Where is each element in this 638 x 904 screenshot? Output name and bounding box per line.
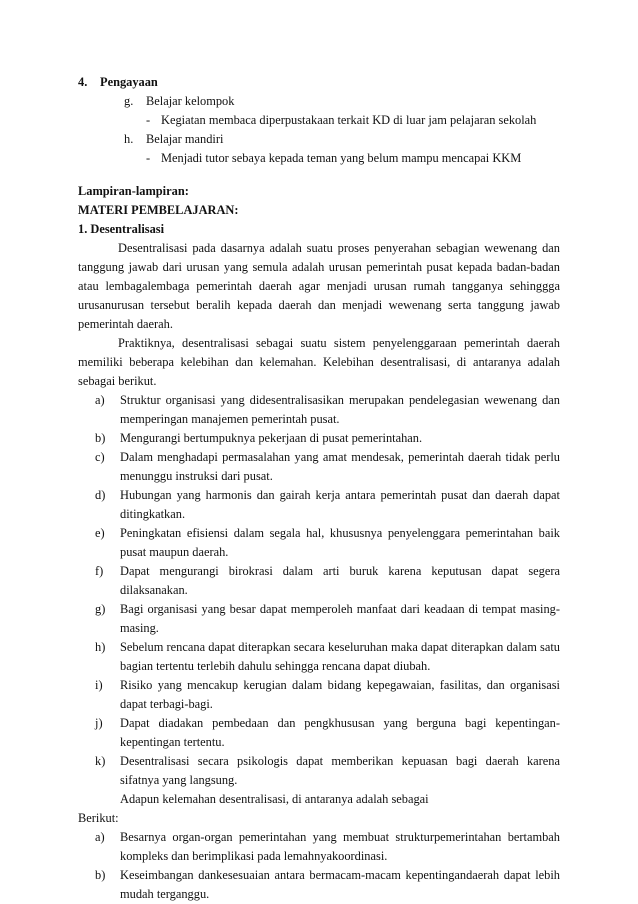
list-item: [95, 828, 560, 866]
list-text: Peningkatan efisiensi dalam segala hal, khususnya penyelenggara pemerintahan baik pusat maupun daerah.: [120, 526, 560, 559]
pengayaan-heading: [78, 73, 560, 92]
list-label: b): [95, 868, 106, 882]
list-text: Dalam menghadapi permasalahan yang amat mendesak, pemerintah daerah tidak perlu menunggu instruksi dari pusat.: [120, 450, 560, 483]
list-item: [95, 562, 560, 600]
pengayaan-number: 4.: [78, 75, 88, 89]
list-text: Sebelum rencana dapat diterapkan secara keseluruhan maka dapat diterapkan dalam satu bagian tertentu terlebih dahulu sehingga rencana dapat diubah.: [120, 640, 560, 673]
materi-heading: MATERI PEMBELAJARAN:: [78, 203, 239, 217]
list-item: [95, 752, 560, 790]
list-item: [95, 600, 560, 638]
paragraph-definisi: Desentralisasi pada dasarnya adalah suatu proses penyerahan sebagian wewenang dan tanggung jawab dari urusan yang semula adalah urusan pemerintah pusat kepada badan-badan atau lembagalembaga pemerintah daerah agar menjadi urusan rumah tangganya sehinggga urusanurusan tersebut beralih kepada daerah dan menjadi wewenang serta tanggung jawab pemerintah daerah.: [78, 241, 560, 331]
paragraph-praktik: Praktiknya, desentralisasi sebagai suatu sistem penyelenggaraan pemerintah daerah memiliki beberapa kelebihan dan kelemahan. Kelebihan desentralisasi, di antaranya adalah sebagai berikut.: [78, 336, 560, 388]
list-item: [95, 429, 560, 448]
list-text: Hubungan yang harmonis dan gairah kerja antara pemerintah pusat dan daerah dapat ditingkatkan.: [120, 488, 560, 521]
dash-marker: -: [146, 113, 151, 127]
lampiran-heading: Lampiran-lampiran:: [78, 184, 189, 198]
list-text: Keseimbangan dankesesuaian antara bermacam-macam kepentingandaerah dapat lebih mudah terganggu.: [120, 868, 560, 901]
kelemahan-intro: Adapun kelemahan desentralisasi, di antaranya adalah sebagai: [120, 792, 429, 806]
list-item: [95, 866, 560, 904]
kelebihan-list: [78, 391, 560, 790]
list-text: Bagi organisasi yang besar dapat memperoleh manfaat dari keadaan di tempat masing-masing.: [120, 602, 560, 635]
list-item: [95, 714, 560, 752]
list-label: a): [95, 393, 105, 407]
pengayaan-title: Pengayaan: [100, 75, 158, 89]
list-text: Risiko yang mencakup kerugian dalam bidang kepegawaian, fasilitas, dan organisasi dapat terbagi-bagi.: [120, 678, 560, 711]
berikut-label: Berikut:: [78, 811, 119, 825]
list-label: i): [95, 678, 103, 692]
pengayaan-item-g-detail: [146, 111, 560, 130]
list-text: Dapat diadakan pembedaan dan pengkhususan yang berguna bagi kepentingan-kepentingan tertentu.: [120, 716, 560, 749]
list-label: d): [95, 488, 106, 502]
list-text: Belajar mandiri: [146, 132, 224, 146]
list-item: [95, 676, 560, 714]
list-item: [95, 486, 560, 524]
dash-marker: -: [146, 151, 151, 165]
list-text: Besarnya organ-organ pemerintahan yang membuat strukturpemerintahan bertambah kompleks dan berimplikasi pada lemahnyakoordinasi.: [120, 830, 560, 863]
list-label: b): [95, 431, 106, 445]
list-text: Struktur organisasi yang didesentralisasikan merupakan pendelegasian wewenang dan memperingan manajemen pemerintah pusat.: [120, 393, 560, 426]
list-text: Desentralisasi secara psikologis dapat memberikan kepuasan bagi daerah karena sifatnya yang langsung.: [120, 754, 560, 787]
list-item: [95, 391, 560, 429]
list-label: f): [95, 564, 104, 578]
list-text: Belajar kelompok: [146, 94, 235, 108]
list-item: [95, 448, 560, 486]
list-label: a): [95, 830, 105, 844]
list-label: k): [95, 754, 106, 768]
list-label: e): [95, 526, 105, 540]
list-text: Mengurangi bertumpuknya pekerjaan di pusat pemerintahan.: [120, 431, 423, 445]
list-text: Dapat mengurangi birokrasi dalam arti buruk karena keputusan dapat segera dilaksanakan.: [120, 564, 560, 597]
list-label: j): [95, 716, 103, 730]
pengayaan-item-h: [124, 130, 560, 149]
list-label: h): [95, 640, 106, 654]
list-label: g.: [124, 94, 134, 108]
list-label: c): [95, 450, 105, 464]
list-label: h.: [124, 132, 134, 146]
pengayaan-section: [78, 73, 560, 168]
list-item: [95, 638, 560, 676]
lampiran-section: [78, 182, 560, 904]
list-item: [95, 524, 560, 562]
list-label: g): [95, 602, 106, 616]
list-detail: Kegiatan membaca diperpustakaan terkait KD di luar jam pelajaran sekolah: [161, 113, 537, 127]
pengayaan-item-h-detail: [146, 149, 560, 168]
desentralisasi-heading: 1. Desentralisasi: [78, 222, 165, 236]
list-detail: Menjadi tutor sebaya kepada teman yang belum mampu mencapai KKM: [161, 151, 522, 165]
kelemahan-list: [78, 828, 560, 904]
pengayaan-item-g: [124, 92, 560, 111]
